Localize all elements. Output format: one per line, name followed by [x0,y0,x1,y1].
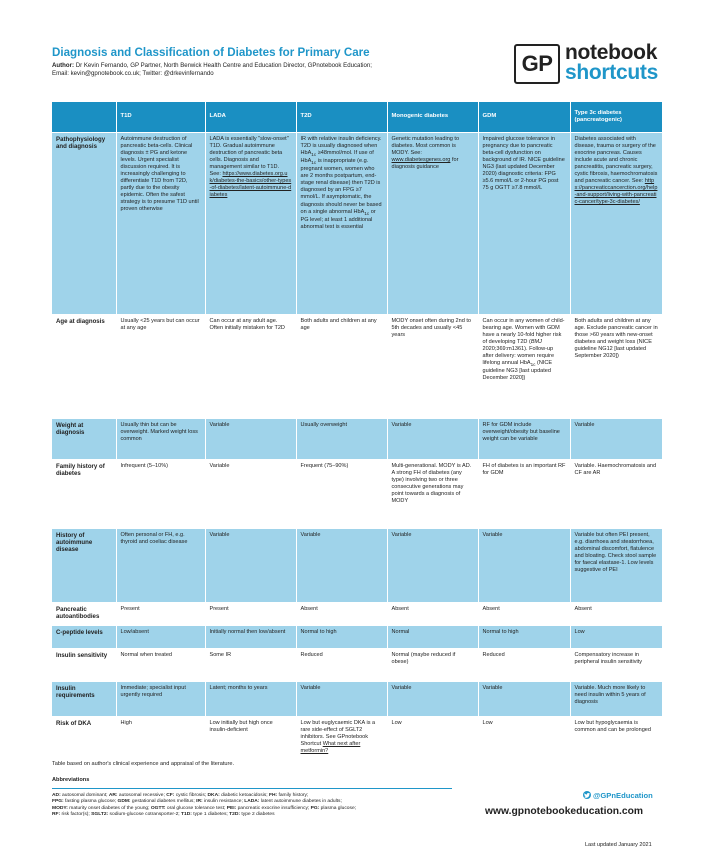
cell-gdm [478,314,570,418]
logo-gp-box: GP [514,44,560,84]
row-label: Weight at diagnosis [52,418,116,459]
table-row [52,528,662,602]
abbreviation-definition: autosomal dominant; [60,793,109,798]
cell-text: Low but euglycaemic DKA is a rare side-effect of SGLT2 inhibitors. See GPnotebook Shortcut [300,719,376,747]
cell-type3c: Variable. Much more likely to need insulin within 5 years of diagnosis [570,681,662,716]
abbreviation-term: GDM: [117,799,131,805]
row-label: Age at diagnosis [52,314,116,418]
page-title: Diagnosis and Classification of Diabetes for Primary Care [52,46,370,59]
diabetesgenes-link[interactable]: www.diabetesgenes.org [391,156,451,163]
author-text: Dr Kevin Fernando, GP Partner, North Berwick Health Centre and Education Director, GPnotebook Education; [74,62,372,69]
bmj-citation: BMJ [530,338,542,345]
cell-t1d: Normal when treated [116,648,205,681]
cell-text: IR with relative insulin deficiency. T2D is usually diagnosed when HbA [300,135,382,156]
cell-t1d: Infrequent (5–10%) [116,459,205,528]
table-row [52,602,662,625]
subscript: 1c [530,362,536,368]
cell-text: 2020;369:m1361). Follow-up after delivery: women require lifelong annual HbA [482,345,555,367]
abbreviation-definition: insulin resistance; [202,799,245,805]
cell-lada: Variable [205,459,296,528]
cell-lada: Latent; months to years [205,681,296,716]
abbreviation-definition: cystic fibrosis; [174,793,208,798]
abbreviation-definition: sodium-glucose cotransporter-2; [108,812,182,818]
last-updated: Last updated January 2021 [585,842,652,848]
cell-gdm: Low [478,716,570,770]
abbreviation-term: T1D: [181,812,192,818]
row-label: Pathophysiology and diagnosis [52,132,116,314]
abbreviation-definition: family history; [277,793,309,798]
cell-type3c: Variable but often PEI present, e.g. diarrhoea and steatorrhoea, abdominal discomfort, flatulence and bloating. Check stool sample for faecal elastase-1. Low levels suggestive of PEI [570,528,662,602]
cell-monogenic: Absent [387,602,478,625]
abbreviation-term: PG: [310,805,320,811]
table-footnote: Table based on author's clinical experience and appraisal of the literature. [52,761,235,767]
table-header-row [52,102,662,132]
abbreviation-definition: type 1 diabetes; [191,812,230,818]
abbreviations-list [52,793,462,819]
cell-lada: Some IR [205,648,296,681]
cell-lada: Can occur at any adult age. Often initially mistaken for T2D [205,314,296,418]
cell-type3c: Both adults and children at any age. Exclude pancreatic cancer in those >60 years with new-onset diabetes and weight loss (NICE guideline NG12 [last updated September 2020]) [570,314,662,418]
cell-t2d [296,716,387,770]
cell-t1d: Low/absent [116,625,205,648]
abbreviation-term: SGLT2: [91,812,109,818]
twitter-text: @GPnEducation [593,791,653,800]
website-url[interactable]: www.gpnotebookeducation.com [485,806,644,817]
abbreviation-definition: maturity onset diabetes of the young; [67,805,151,811]
subscript: 1c [311,151,317,157]
gpnotebook-shortcuts-logo [514,42,664,98]
cell-lada: Initially normal then low/absent [205,625,296,648]
cell-gdm: RF for GDM include overweight/obesity but baseline weight can be variable [478,418,570,459]
cell-text: Diabetes associated with disease, trauma or surgery of the exocrine pancreas. Causes include acute and chronic pancreatitis, pancreatic surgery, cystic fibrosis, haemochromatosis and pancreatic cancer. See: [574,135,658,185]
abbreviation-definition: oral glucose tolerance test; [165,805,227,811]
cell-t1d: Usually <25 years but can occur at any age [116,314,205,418]
table-row [52,132,662,314]
cell-type3c: Variable. Haemochromatosis and CF are AR [570,459,662,528]
abbreviation-definition: type 2 diabetes [240,812,275,818]
cell-lada [205,132,296,314]
cell-monogenic: Multi-generational. MODY is AD. A strong FH of diabetes (any type) involving two or three consecutive generations may point towards a diagnosis of MODY [387,459,478,528]
header-t2d: T2D [296,102,387,132]
abbreviation-term: T2D: [229,812,241,818]
cell-t1d: Usually thin but can be overweight. Marked weight loss common [116,418,205,459]
cell-type3c: Variable [570,418,662,459]
cell-t2d: Absent [296,602,387,625]
cell-gdm: Variable [478,681,570,716]
metformin-shortcut-link[interactable]: What next after metformin? [300,740,361,754]
header-corner [52,102,116,132]
abbreviation-term: FH: [268,793,278,798]
cell-t1d: Present [116,602,205,625]
header-t1d: T1D [116,102,205,132]
logo-shortcuts: shortcuts [565,61,658,84]
author-contact: Email: kevin@gpnotebook.co.uk; Twitter: @drkevinfernando [52,70,214,78]
header-type3c: Type 3c diabetes (pancreatogenic) [570,102,662,132]
twitter-bird-icon [583,791,591,799]
author-info [52,62,492,78]
cell-gdm: Absent [478,602,570,625]
row-label: Family history of diabetes [52,459,116,528]
cell-type3c: Absent [570,602,662,625]
cell-type3c: Low but hypoglycaemia is common and can be prolonged [570,716,662,770]
abbreviation-definition: risk factor(s); [60,812,92,818]
pancreatic-cancer-link[interactable]: https://pancreaticcancerction.org/help-and-support/living-with-pancreatic-cancer/type-3c-diabetes/ [574,178,658,206]
cell-t1d: Immediate; specialist input urgently required [116,681,205,716]
abbreviation-term: CF: [166,793,175,798]
abbreviation-term: DKA: [207,793,220,798]
abbreviation-definition: diabetic ketoacidosis; [219,793,269,798]
cell-t2d [296,132,387,314]
table-row [52,625,662,648]
cell-text: (NICE guideline NG3 [last updated December 2020]) [482,360,553,382]
cell-gdm: FH of diabetes is an important RF for GDM [478,459,570,528]
abbreviation-definition: autosomal recessive; [117,793,167,798]
abbreviation-definition: plasma glucose; [319,805,357,811]
row-label: Pancreatic autoantibodies [52,602,116,625]
abbreviation-definition: pancreatic exocrine insufficiency; [236,805,311,811]
table-row [52,418,662,459]
cell-monogenic: Variable [387,418,478,459]
abbreviation-definition: fasting plasma glucose; [63,799,118,805]
row-label: Risk of DKA [52,716,116,770]
abbreviations-title: Abbreviations [52,777,90,783]
abbreviation-term: AD: [52,793,61,798]
cell-text: for diagnosis guidance [391,156,459,170]
header-monogenic: Monogenic diabetes [387,102,478,132]
logo-notebook: notebook [565,41,658,64]
abbreviation-definition: latent autoimmune diabetes in adults; [259,799,342,805]
abbreviation-term: MODY: [52,805,68,811]
cell-text: is inappropriate (e.g. pregnant women, women who are 2 months postpartum, end-stage renal disease) then T2D is diagnosed by an FPG ≥7 mmol/L. If asymptomatic, the diagnosis should never be based on a single abnormal HbA [300,157,382,215]
cell-t1d: Often personal or FH, e.g. thyroid and coeliac disease [116,528,205,602]
abbreviation-term: PEI: [226,805,237,811]
cell-t2d: Variable [296,681,387,716]
cell-gdm: Reduced [478,648,570,681]
cell-gdm: Impaired glucose tolerance in pregnancy due to pancreatic beta-cell dysfunction on background of IR. NICE guideline NG3 (last updated December 2020) diagnostic criteria: FPG ≥5.6 mmol/L or 2-hour PG post 75 g OGTT ≥7.8 mmol/L [478,132,570,314]
abbreviation-term: LADA: [244,799,260,805]
cell-text: LADA is essentially "slow-onset" T1D. Gradual autoimmune destruction of pancreatic beta cells. Diagnosis and management similar to T1D. See: [209,135,289,177]
subscript: 1c [311,160,317,165]
abbreviations-divider [52,788,452,789]
twitter-handle[interactable] [583,791,653,800]
cell-gdm: Variable [478,528,570,602]
cell-monogenic: Normal [387,625,478,648]
cell-monogenic: Variable [387,528,478,602]
abbreviation-term: RF: [52,812,61,818]
cell-t2d: Both adults and children at any age [296,314,387,418]
cell-text: Genetic mutation leading to diabetes. Most common is MODY. See: [391,135,460,156]
row-label: History of autoimmune disease [52,528,116,602]
abbreviation-term: OGTT: [150,805,166,811]
cell-monogenic [387,132,478,314]
table-row [52,681,662,716]
lada-link[interactable]: https://www.diabetes.org.uk/diabetes-the-basics/other-types-of-diabetes/latent-autoimmune-diabetes [209,170,292,199]
cell-t2d: Frequent (75–90%) [296,459,387,528]
cell-t2d: Normal to high [296,625,387,648]
cell-t1d: Autoimmune destruction of pancreatic beta-cells. Clinical diagnosis ± PG and ketone levels. Urgent specialist discussion required. It is increasingly challenging to differentiate T1D from T2D, partly due to the obesity epidemic. Often the safest strategy is to presume T1D until proven otherwise [116,132,205,314]
header-gdm: GDM [478,102,570,132]
cell-t2d: Usually overweight [296,418,387,459]
cell-t2d: Reduced [296,648,387,681]
abbreviation-term: FPG: [52,799,64,805]
cell-type3c: Low [570,625,662,648]
cell-text: Can occur in any women of child-bearing age. Women with GDM have a nearly 10-fold higher risk of developing T2D ( [482,317,565,345]
cell-text: or PG level; at least 1 additional abnormal test is essential [300,208,376,230]
cell-monogenic: MODY onset often during 2nd to 5th decades and usually <45 years [387,314,478,418]
row-label: C-peptide levels [52,625,116,648]
cell-lada: Variable [205,418,296,459]
cell-monogenic: Low [387,716,478,770]
cell-lada: Low initially but high once insulin-deficient [205,716,296,770]
table-row [52,459,662,528]
abbreviation-definition: gestational diabetes mellitus; [130,799,197,805]
cell-monogenic: Normal (maybe reduced if obese) [387,648,478,681]
cell-gdm: Normal to high [478,625,570,648]
row-label: Insulin sensitivity [52,648,116,681]
cell-t2d: Variable [296,528,387,602]
cell-type3c [570,132,662,314]
abbreviation-term: AR: [108,793,118,798]
abbreviation-term: IR: [196,799,203,805]
author-label: Author: [52,62,74,69]
table-row [52,648,662,681]
subscript: 1c [364,210,370,216]
header-lada: LADA [205,102,296,132]
cell-text: ≥48mmol/mol. If use of HbA [300,149,374,164]
row-label: Insulin requirements [52,681,116,716]
abbreviation-line [52,812,462,818]
cell-monogenic: Variable [387,681,478,716]
cell-t1d: High [116,716,205,770]
table-row [52,314,662,418]
cell-lada: Present [205,602,296,625]
cell-lada: Variable [205,528,296,602]
cell-type3c: Compensatory increase in peripheral insulin sensitivity [570,648,662,681]
diabetes-classification-table [52,102,662,771]
